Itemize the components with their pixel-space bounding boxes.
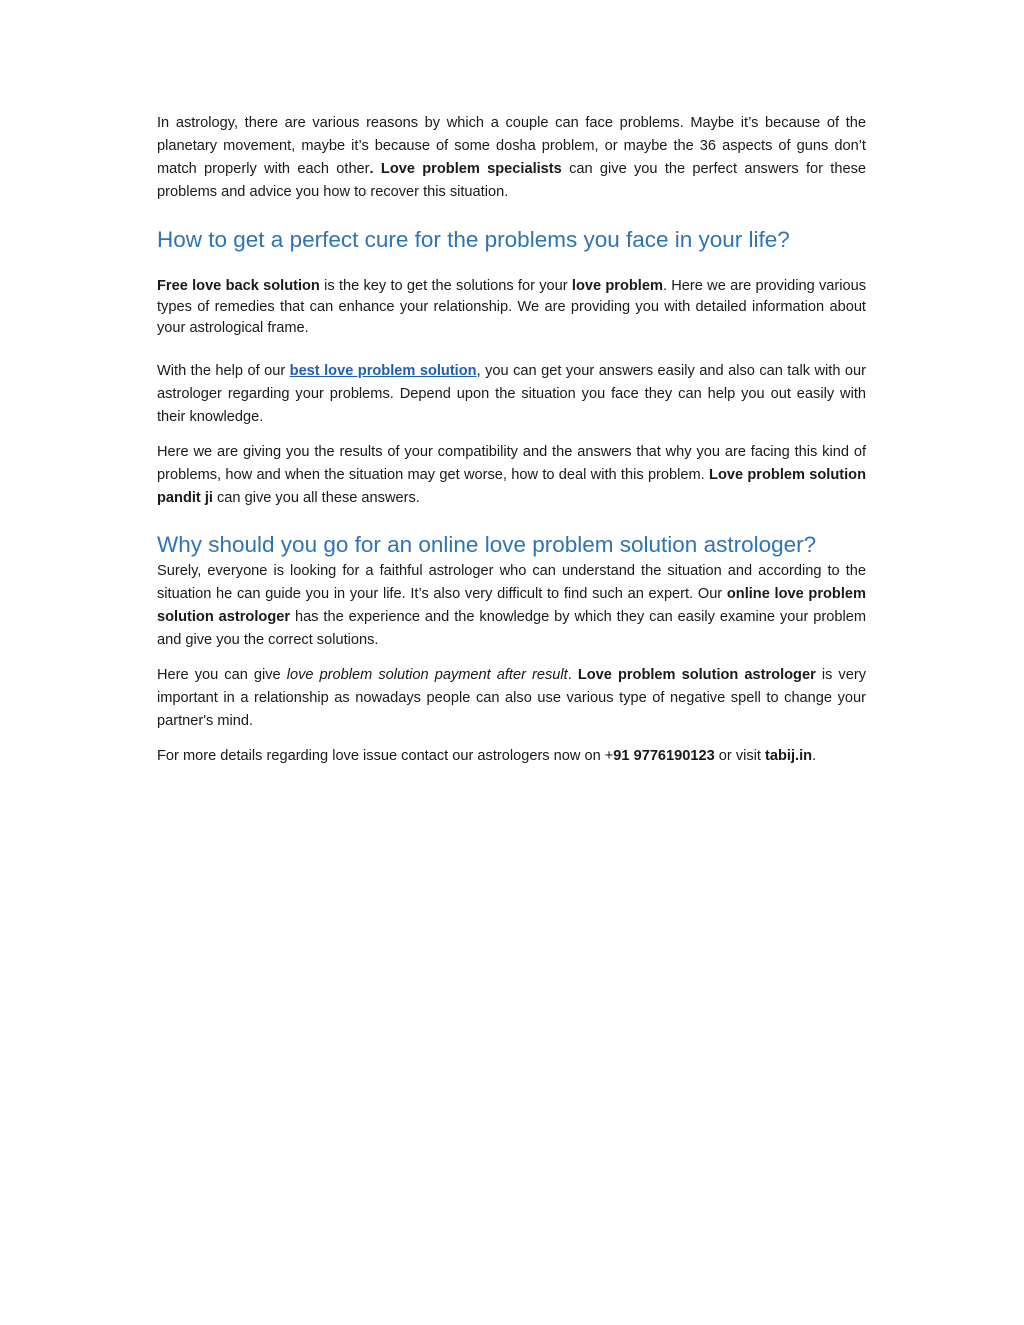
payment-after-result-paragraph bbox=[157, 664, 866, 733]
compatibility-paragraph bbox=[157, 441, 866, 510]
faithful-astrologer-paragraph bbox=[157, 560, 866, 652]
phone-number: 91 9776190123 bbox=[613, 748, 715, 764]
website-name: tabij.in bbox=[765, 748, 813, 764]
heading-perfect-cure: How to get a perfect cure for the problems you face in your life? bbox=[157, 227, 790, 252]
contact-paragraph bbox=[157, 745, 866, 768]
love-problem-bold: love problem bbox=[571, 278, 663, 294]
free-love-back-paragraph bbox=[157, 276, 866, 339]
compatibility-text-end: can give you all these answers. bbox=[212, 490, 420, 506]
best-solution-intro: With the help of our bbox=[157, 363, 290, 379]
best-love-problem-solution-link[interactable]: best love problem solution bbox=[289, 363, 477, 379]
payment-after-result-italic: love problem solution payment after result bbox=[286, 667, 568, 683]
contact-or-visit: or visit bbox=[714, 748, 766, 764]
compatibility-text: Here we are giving you the results of your compatibility and the answers that why you are facing this kind of problems, how and when the situation may get worse, how to deal with this problem. bbox=[157, 444, 866, 483]
love-problem-specialists-bold: . Love problem specialists bbox=[369, 161, 562, 177]
free-love-back-bold: Free love back solution bbox=[157, 278, 320, 294]
solution-astrologer-bold: Love problem solution astrologer bbox=[577, 667, 816, 683]
remedies-text: . Here we are providing various types of remedies that can enhance your relationship. We are providing you with detailed information about your astrological frame. bbox=[157, 278, 866, 336]
payment-intro: Here you can give bbox=[157, 667, 287, 683]
best-solution-text: , you can get your answers easily and also can talk with our astrologer regarding your problems. Depend upon the situation you face they can help you out easily with their knowledge. bbox=[157, 363, 866, 425]
contact-end: . bbox=[812, 748, 817, 764]
negative-spell-text: is very important in a relationship as nowadays people can also use various type of negative spell to change your partner's mind. bbox=[157, 667, 867, 729]
intro-text-end: can give you the perfect answers for these problems and advice you how to recover this situation. bbox=[157, 161, 866, 200]
best-solution-paragraph bbox=[157, 360, 866, 429]
faithful-astrologer-text: Surely, everyone is looking for a faithful astrologer who can understand the situation and according to the situation he can guide you in your life. It’s also very difficult to find such an expert. Our bbox=[157, 563, 866, 602]
faithful-astrologer-text-end: has the experience and the knowledge by which they can easily examine your problem and give you the correct solutions. bbox=[157, 609, 866, 648]
free-love-back-text: is the key to get the solutions for your bbox=[319, 278, 572, 294]
online-astrologer-bold: online love problem solution astrologer bbox=[157, 586, 866, 625]
heading-online-astrologer: Why should you go for an online love problem solution astrologer? bbox=[157, 532, 817, 557]
payment-separator: . bbox=[567, 667, 578, 683]
pandit-ji-bold: Love problem solution pandit ji bbox=[157, 467, 867, 506]
intro-paragraph bbox=[157, 112, 866, 204]
document-page bbox=[157, 112, 866, 768]
intro-text: In astrology, there are various reasons by which a couple can face problems. Maybe it’s because of the planetary movement, maybe it’s because of some dosha problem, or maybe the 36 aspects of guns don’t match properly with each other bbox=[157, 115, 866, 177]
contact-text: For more details regarding love issue contact our astrologers now on + bbox=[157, 748, 614, 764]
